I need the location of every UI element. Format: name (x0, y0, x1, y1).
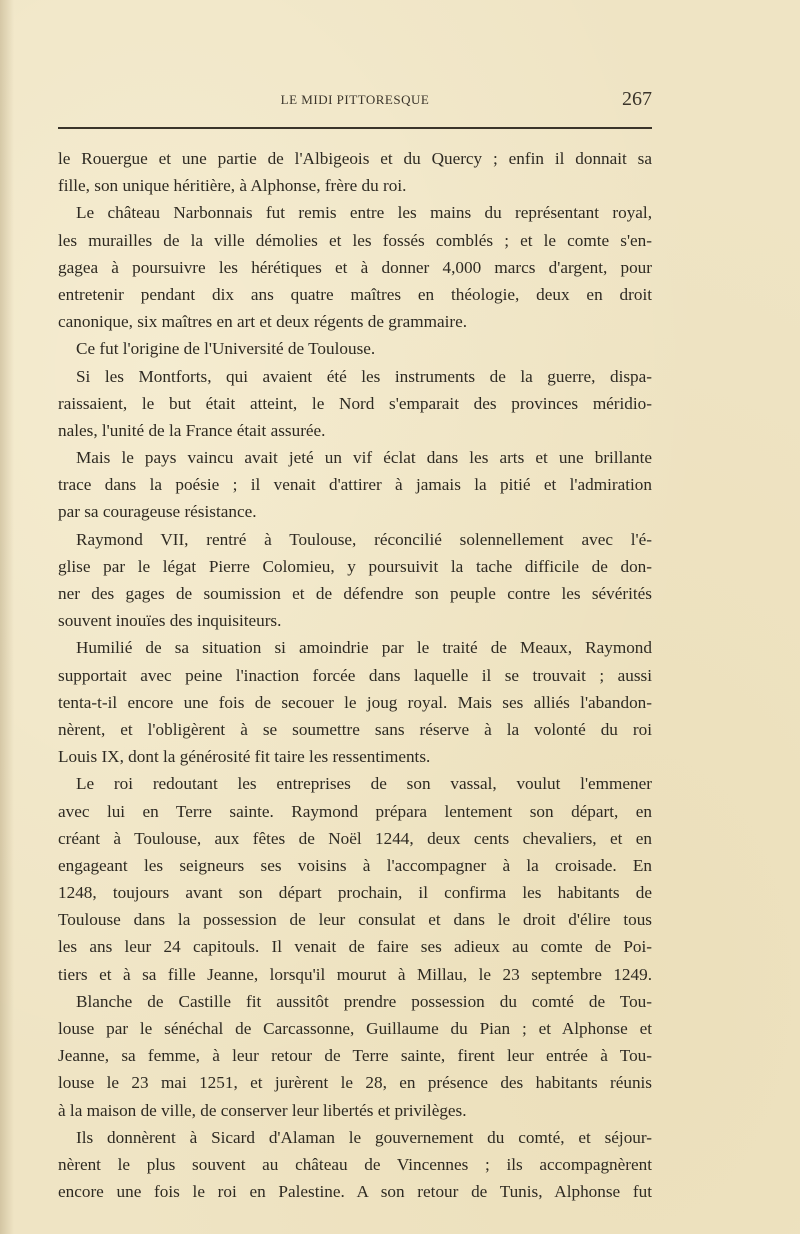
text-line: fille, son unique héritière, à Alphonse, frère du roi. (58, 176, 407, 196)
text-line: Louis IX, dont la générosité fit taire les ressentiments. (58, 747, 431, 767)
body-text (58, 145, 652, 1205)
text-line: Toulouse dans la possession de leur consulat et dans le droit d'élire tous (58, 910, 652, 930)
text-line: trace dans la poésie ; il venait d'attirer à jamais la pitié et l'admiration (58, 475, 652, 495)
text-line: Blanche de Castille fit aussitôt prendre possession du comté de Tou- (76, 991, 652, 1011)
text-line: Jeanne, sa femme, à leur retour de Terre sainte, firent leur entrée à Tou- (58, 1046, 652, 1066)
text-line: Raymond VII, rentré à Toulouse, réconcilié solennellement avec l'é- (76, 529, 652, 549)
text-line: souvent inouïes des inquisiteurs. (58, 611, 282, 631)
running-title: LE MIDI PITTORESQUE (280, 92, 430, 107)
text-line: 1248, toujours avant son départ prochain, il confirma les habitants de (58, 883, 652, 903)
text-line: les ans leur 24 capitouls. Il venait de faire ses adieux au comte de Poi- (58, 937, 652, 957)
text-line: à la maison de ville, de conserver leur libertés et privilèges. (58, 1100, 467, 1120)
text-line: nales, l'unité de la France était assurée. (58, 420, 326, 440)
text-line: avec lui en Terre sainte. Raymond prépara lentement son départ, en (58, 801, 652, 821)
text-line: Le château Narbonnais fut remis entre les mains du représentant royal, (76, 203, 652, 223)
text-line: raissaient, le but était atteint, le Nord s'emparait des provinces méridio- (58, 393, 652, 413)
text-line: Ils donnèrent à Sicard d'Alaman le gouvernement du comté, et séjour- (76, 1127, 652, 1147)
text-line: les murailles de la ville démolies et les fossés comblés ; et le comte s'en- (58, 230, 652, 250)
text-line: Humilié de sa situation si amoindrie par le traité de Meaux, Raymond (76, 638, 652, 658)
text-line: glise par le légat Pierre Colomieu, y poursuivit la tache difficile de don- (58, 556, 652, 576)
text-line: entretenir pendant dix ans quatre maîtres en théologie, deux en droit (58, 284, 652, 304)
text-line: Ce fut l'origine de l'Université de Toulouse. (76, 339, 376, 359)
text-line: supportait avec peine l'inaction forcée dans laquelle il se trouvait ; aussi (58, 665, 652, 685)
text-line: canonique, six maîtres en art et deux régents de grammaire. (58, 312, 468, 332)
text-line: Si les Montforts, qui avaient été les instruments de la guerre, dispa- (76, 366, 652, 386)
text-line: ner des gages de soumission et de défendre son peuple contre les sévérités (58, 584, 652, 603)
text-line: gagea à poursuivre les hérétiques et à donner 4,000 marcs d'argent, pour (58, 257, 652, 277)
page-gutter-shadow (0, 0, 14, 1234)
text-line: louse par le sénéchal de Carcassonne, Guillaume du Pian ; et Alphonse et (58, 1019, 652, 1038)
text-line: encore une fois le roi en Palestine. A son retour de Tunis, Alphonse fut (58, 1182, 652, 1202)
running-head (58, 88, 652, 114)
text-line: le Rouergue et une partie de l'Albigeois et du Quercy ; enfin il donnait sa (58, 149, 652, 168)
text-line: Le roi redoutant les entreprises de son vassal, voulut l'emmener (76, 774, 652, 794)
text-line: créant à Toulouse, aux fêtes de Noël 1244, deux cents chevaliers, et en (58, 828, 652, 848)
text-line: tiers et à sa fille Jeanne, lorsqu'il mourut à Millau, le 23 septembre 1249. (58, 964, 652, 984)
text-line: par sa courageuse résistance. (58, 502, 257, 522)
text-line: Mais le pays vaincu avait jeté un vif éclat dans les arts et une brillante (76, 448, 652, 468)
header-rule (58, 127, 652, 129)
text-line: nèrent, et l'obligèrent à se soumettre sans réserve à la volonté du roi (58, 719, 652, 739)
text-line: louse le 23 mai 1251, et jurèrent le 28, en présence des habitants réunis (58, 1073, 652, 1093)
text-line: engageant les seigneurs ses voisins à l'accompagner à la croisade. En (58, 855, 652, 875)
text-line: nèrent le plus souvent au château de Vincennes ; ils accompagnèrent (58, 1154, 652, 1174)
page-number: 267 (622, 88, 652, 110)
text-line: tenta-t-il encore une fois de secouer le joug royal. Mais ses alliés l'abandon- (58, 692, 652, 712)
